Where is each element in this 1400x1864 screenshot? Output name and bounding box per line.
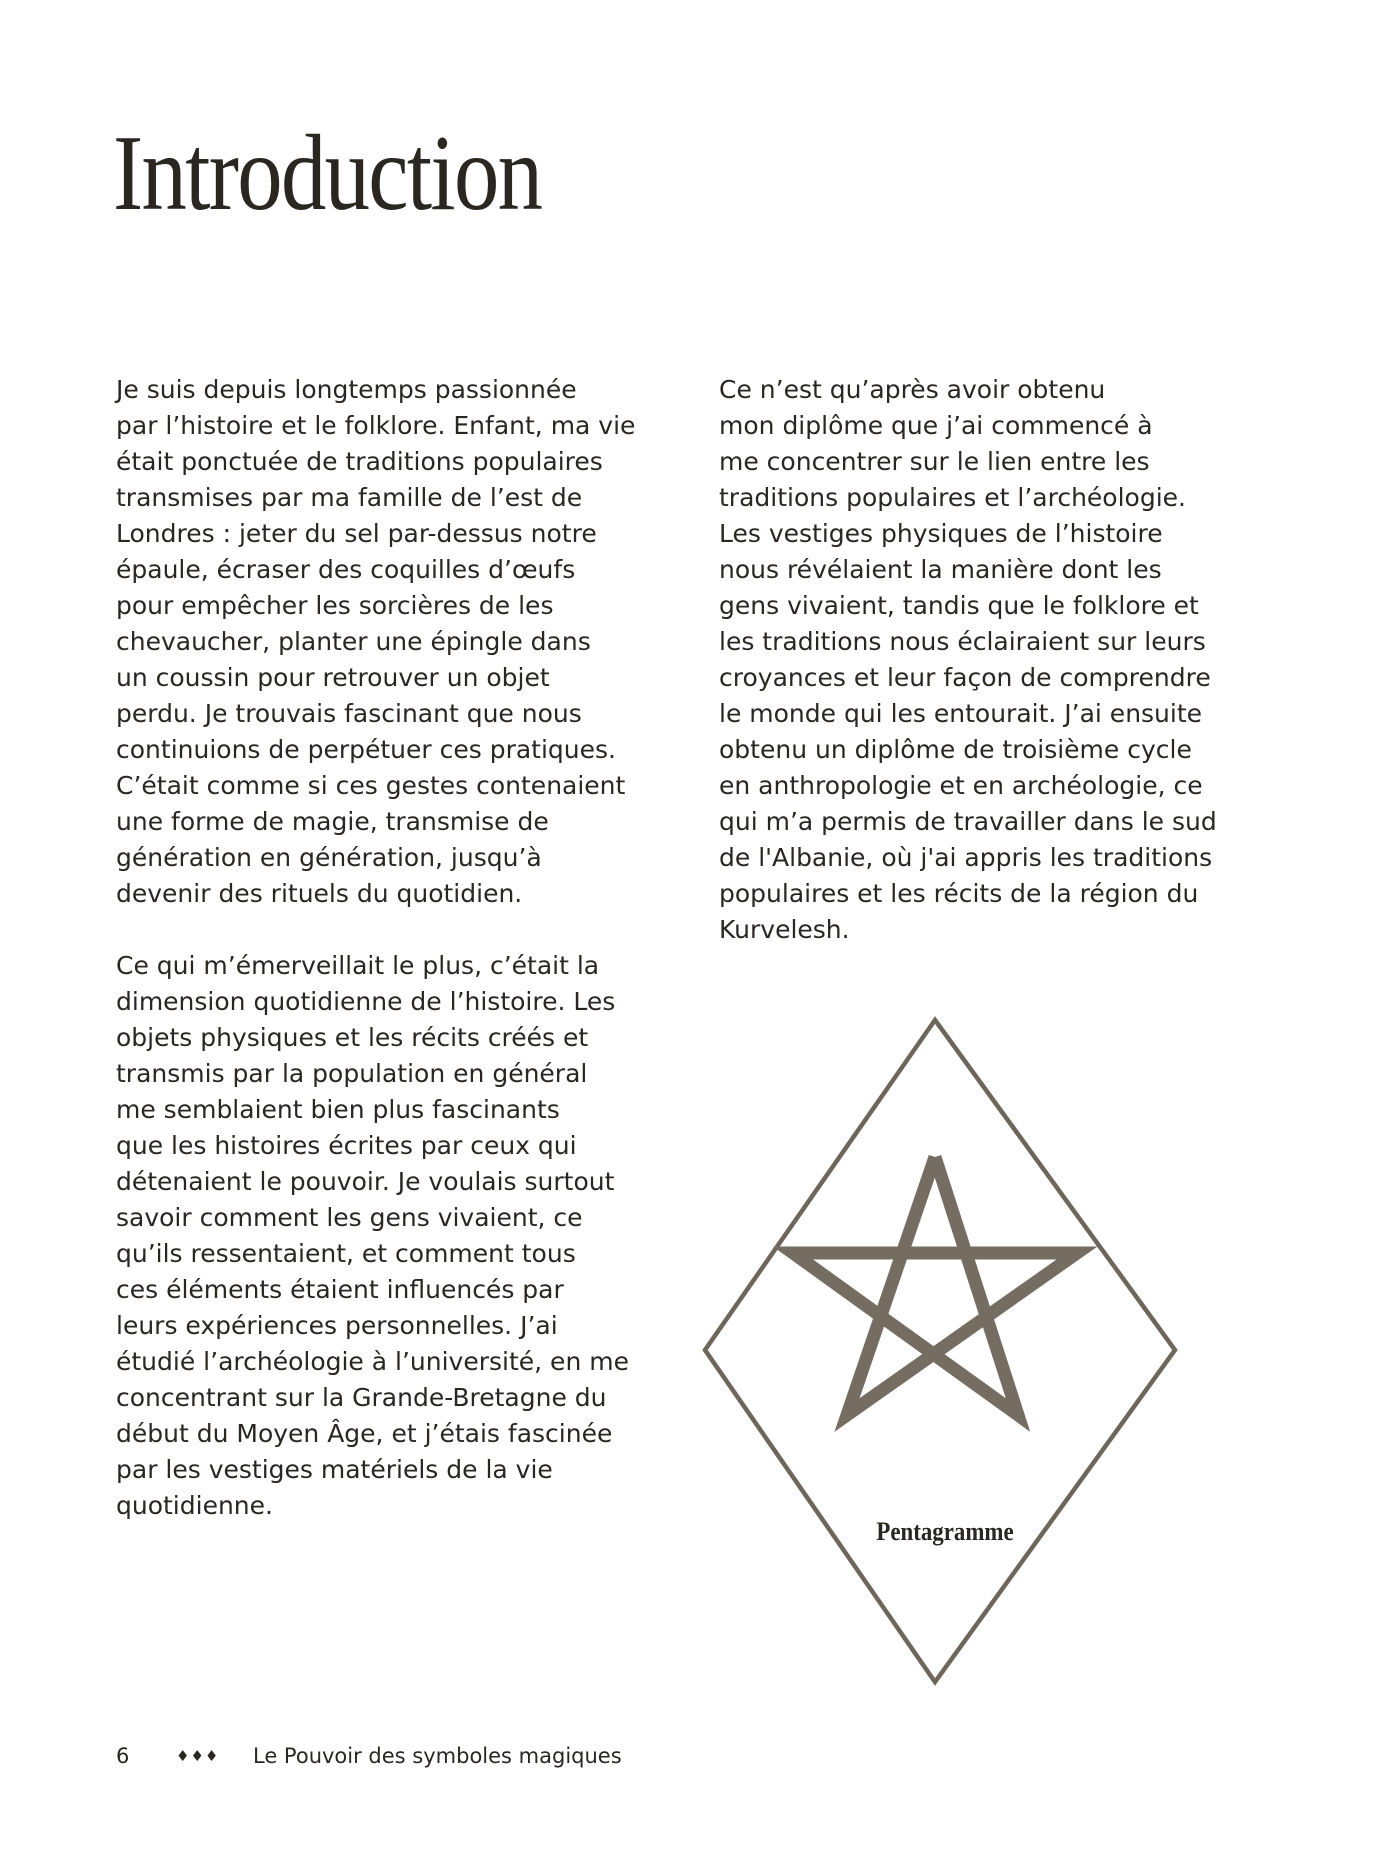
running-title: Le Pouvoir des symboles magiques — [253, 1744, 622, 1768]
pentagram-icon — [793, 1157, 1077, 1415]
paragraph: Ce qui m’émerveillait le plus, c’était la dimension quotidienne de l’histoire. Les objets physiques et les récits créés et transmis par la population en général me semblaient bien plus fascinants que les histoires écrites par ceux qui détenaient le pouvoir. Je voulais surtout savoir comment les gens vivaient, ce qu’ils ressentaient, et comment tous ces éléments étaient influencés par leurs expériences personnelles. J’ai étudié l’archéologie à l’université, en me concentrant sur la Grande-Bretagne du début du Moyen Âge, et j’étais fascinée par les vestiges matériels de la vie quotidienne. — [116, 951, 629, 1520]
pentagram-star — [793, 1157, 1077, 1415]
pentagram-in-diamond-icon — [700, 1015, 1190, 1705]
figure-caption: Pentagramme — [876, 1517, 1014, 1546]
paragraph: Je suis depuis longtemps passionnée par l’histoire et le folklore. Enfant, ma vie était ponctuée de traditions populaires transmises par ma famille de l’est de Londres : jeter du sel par-dessus notre épaule, écraser des coquilles d’œufs pour empêcher les sorcières de les chevaucher, planter une épingle dans un coussin pour retrouver un objet perdu. Je trouvais fascinant que nous continuions de perpétuer ces pratiques. C’était comme si ces gestes contenaient une forme de magie, transmise de génération en génération, jusqu’à devenir des rituels du quotidien. — [116, 375, 636, 908]
page-number: 6 — [116, 1744, 130, 1768]
right-text-column — [719, 372, 1249, 984]
paragraph: Ce n’est qu’après avoir obtenu mon diplôme que j’ai commencé à me concentrer sur le lien entre les traditions populaires et l’archéologie. Les vestiges physiques de l’histoire nous révélaient la manière dont les gens vivaient, tandis que le folklore et les traditions nous éclairaient sur leurs croyances et leur façon de comprendre le monde qui les entourait. J’ai ensuite obtenu un diplôme de troisième cycle en anthropologie et en archéologie, ce qui m’a permis de travailler dans le sud de l'Albanie, où j'ai appris les traditions populaires et les récits de la région du Kurvelesh. — [719, 375, 1217, 944]
left-text-column — [116, 372, 646, 1560]
pentagram-figure — [700, 1015, 1190, 1705]
diamond-ornament-icon: ♦♦♦ — [176, 1747, 220, 1765]
page-title: Introduction — [113, 114, 542, 233]
